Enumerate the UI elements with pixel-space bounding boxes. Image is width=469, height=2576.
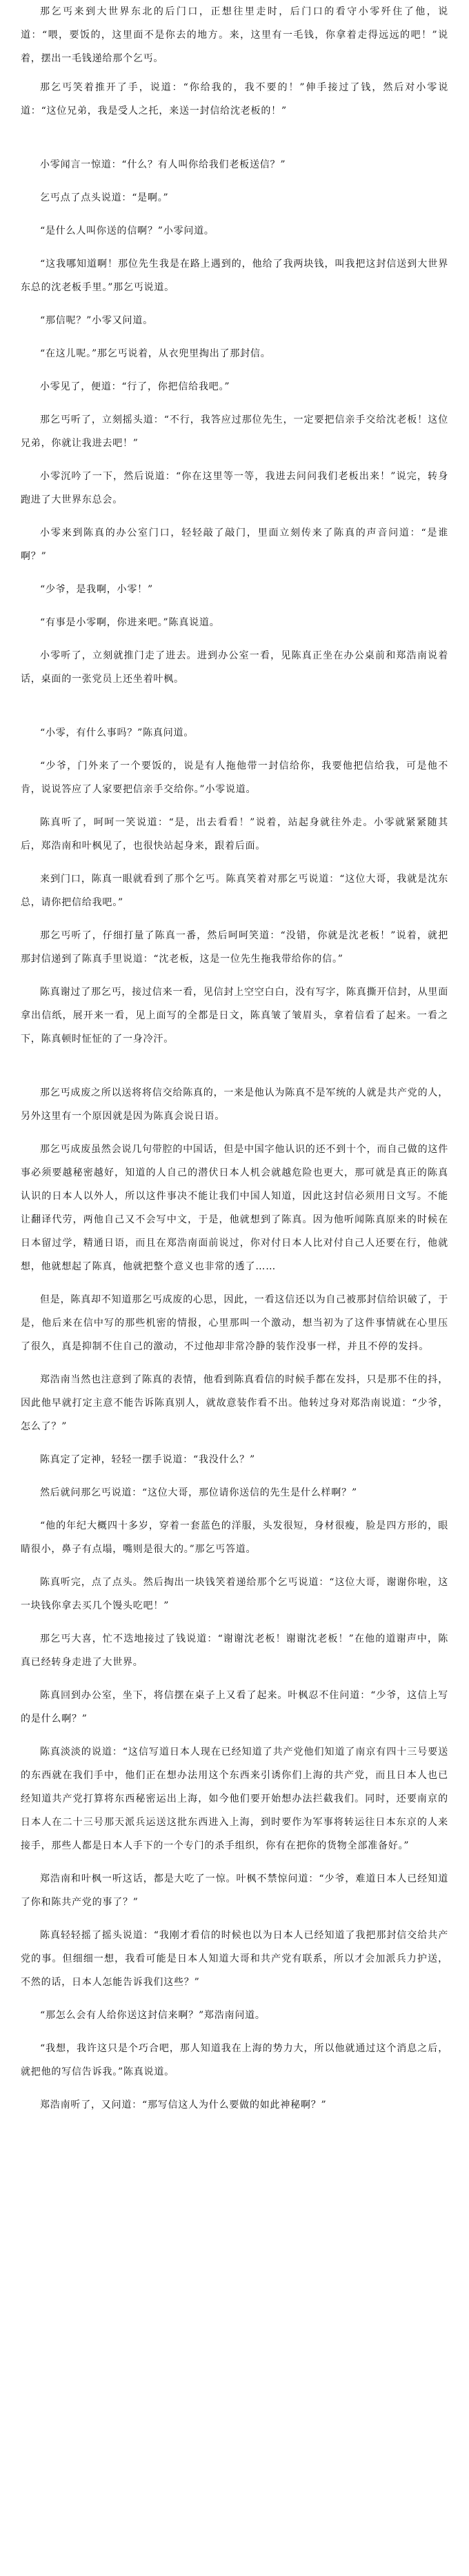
- paragraph: 那乞丐成废虽然会说几句带腔的中国话，但是中国字他认识的还不到十个，而自己做的这件事必须要越秘密越好，知道的人自己的潜伏日本人机会就越危险也更大，那可就是真正的陈真认识的日本人以外人，所以这件事决不能让我们中国人知道，因此这封信必须用日文写。不能让翻译代劳，两他自己又不会写中文，于是，他就想到了陈真。因为他听闻陈真原来的时候在日本留过学，精通日语，而且在郑浩南面前说过，你对付日本人比对付自己人还要在行，他就想，他就想起了陈真，他就把整个意义也非常的透了……: [21, 1144, 448, 1272]
- paragraph: “小零，有什么事吗？”陈真问道。: [40, 727, 194, 738]
- paragraph: “在这儿呢。”那乞丐说着，从衣兜里掏出了那封信。: [40, 348, 271, 359]
- paragraph: 那乞丐听了，立刻摇头道：“不行，我答应过那位先生，一定要把信亲手交给沈老板！这位兄弟，你就让我进去吧！”: [21, 414, 448, 449]
- paragraph: 那乞丐听了，仔细打量了陈真一番，然后呵呵笑道：“没错，你就是沈老板！”说着，就把那封信递到了陈真手里说道：“沈老板，这是一位先生拖我带给你的信。”: [21, 930, 448, 965]
- paragraph: 郑浩南和叶枫一听这话，都是大吃了一惊。叶枫不禁惊问道：“少爷，难道日本人已经知道了你和陈共产党的事了？”: [21, 1873, 448, 1908]
- paragraph: 那乞丐笑着推开了手，说道：“你给我的，我不要的！”伸手接过了钱，然后对小零说道：“这位兄弟，我是受人之托，来送一封信给沈老板的！”: [21, 82, 448, 117]
- paragraph: 陈真谢过了那乞丐，接过信来一看，见信封上空空白白，没有写字，陈真撕开信封，从里面拿出信纸，展开来一看，见上面写的全都是日文，陈真皱了皱眉头，拿着信看了起来。一看之下，陈真顿时怔怔的了一身冷汗。: [21, 987, 448, 1045]
- paragraph: 来到门口，陈真一眼就看到了那个乞丐。陈真笑着对那乞丐说道：“这位大哥，我就是沈东总，请你把信给我吧。”: [21, 874, 448, 908]
- paragraph: 陈真回到办公室，坐下，将信摆在桌子上又看了起来。叶枫忍不住问道：“少爷，这信上写的是什么啊？”: [21, 1690, 448, 1724]
- paragraph: “这我哪知道啊！那位先生我是在路上遇到的，他给了我两块钱，叫我把这封信送到大世界东总的沈老板手里。”那乞丐说道。: [21, 259, 448, 293]
- paragraph: 郑浩南听了，又问道：“那写信这人为什么要做的如此神秘啊？”: [40, 2100, 327, 2111]
- paragraph: “少爷，门外来了一个要饭的，说是有人拖他带一封信给你，我要他把信给我，可是他不肯，说说答应了人家要把信亲手交给你。”小零说道。: [21, 761, 448, 795]
- paragraph: “是什么人叫你送的信啊？”小零问道。: [40, 225, 214, 237]
- paragraph: 那乞丐来到大世界东北的后门口，正想往里走时，后门口的看守小零歼住了他，说道：“喂，要饭的，这里面不是你去的地方。来，这里有一毛钱，你拿着走得远远的吧！”说着，摆出一毛钱递给那个乞丐。: [21, 6, 448, 64]
- paragraph: 小零来到陈真的办公室门口，轻轻敲了敲门，里面立刻传来了陈真的声音问道：“是谁啊？”: [21, 527, 448, 562]
- paragraph: 小零沉吟了一下，然后说道：“你在这里等一等，我进去问问我们老板出来！”说完，转身跑进了大世界东总会。: [21, 471, 448, 505]
- paragraph: 小零听了，立刻就推门走了进去。进到办公室一看，见陈真正坐在办公桌前和郑浩南说着话，桌面的一张党员上还坐着叶枫。: [21, 650, 448, 685]
- paragraph: 小零闻言一惊道：“什么？有人叫你给我们老板送信？”: [40, 159, 286, 170]
- paragraph: 陈真听完，点了点头。然后掏出一块钱笑着递给那个乞丐说道：“这位大哥，谢谢你啦，这一块钱你拿去买几个馒头吃吧！”: [21, 1577, 448, 1611]
- paragraph: “那怎么会有人给你送这封信来啊？”郑浩南问道。: [40, 2010, 266, 2021]
- paragraph: 然后就问那乞丐说道：“这位大哥，那位请你送信的先生是什么样啊？”: [40, 1487, 357, 1498]
- paragraph: 小零见了，便道：“行了，你把信给我吧。”: [40, 381, 230, 392]
- paragraph: 陈真听了，呵呵一笑说道：“是，出去看看！”说着，站起身就往外走。小零就紧紧随其后，郑浩南和叶枫见了，也很快站起身来，跟着后面。: [21, 817, 448, 852]
- paragraph: “那信呢？”小零又问道。: [40, 315, 153, 326]
- paragraph: “我想，我许这只是个巧合吧，那人知道我在上海的势力大，所以他就通过这个消息之后，就把他的写信告诉我。”陈真说道。: [21, 2043, 448, 2077]
- paragraph: 陈真轻轻摇了摇头说道：“我刚才看信的时候也以为日本人已经知道了我把那封信交给共产党的事。但细细一想，我看可能是日本人知道大哥和共产党有联系，所以才会加派兵力护送，不然的话，日本人怎能告诉我们这些？”: [21, 1930, 448, 1988]
- paragraph: 那乞丐大喜，忙不迭地接过了钱说道：“谢谢沈老板！谢谢沈老板！”在他的道谢声中，陈真已经转身走进了大世界。: [21, 1633, 448, 1668]
- paragraph: 但是，陈真却不知道那乞丐成废的心思，因此，一看这信还以为自己被那封信给识破了，于是，他后来在信中写的那些机密的情报，心里那叫一个激动，想当初为了这件事情就在心里压了很久，真是抑制不住自己的激动，不过他却非常冷静的装作没事一样，并且不停的发抖。: [21, 1294, 448, 1352]
- paragraph: 陈真定了定神，轻轻一摆手说道：“我没什么？”: [40, 1454, 255, 1465]
- paragraph: 那乞丐成废之所以送将将信交给陈真的，一来是他认为陈真不是军统的人就是共产党的人，另外这里有一个原因就是因为陈真会说日语。: [21, 1087, 448, 1122]
- paragraph: “他的年纪大概四十多岁，穿着一套蓝色的洋服，头发很短，身材很瘦，脸是四方形的，眼睛很小，鼻子有点塌，嘴则是很大的。”那乞丐答道。: [21, 1520, 448, 1555]
- paragraph: 乞丐点了点头说道：“是啊。”: [40, 192, 169, 203]
- paragraph: “少爷，是我啊，小零！”: [40, 584, 153, 595]
- paragraph: 陈真淡淡的说道：“这信写道日本人现在已经知道了共产党他们知道了南京有四十三号要送的东西就在我们手中，他们正在想办法用这个东西来引诱你们上海的共产党，而且日本人也已经知道共产党打算将东西秘密运出上海，如今他们要开始想办法拦截我们。同时，还要南京的日本人在二十三号那天派兵运送这批东西进入上海，到时要作为军事将转运往日本东京的人来接手，那些人都是日本人手下的一个专门的杀手组织，你有在把你的货物全部准备好。”: [21, 1747, 448, 1851]
- paragraph: 郑浩南当然也注意到了陈真的表情，他看到陈真看信的时候手都在发抖，只是那不住的抖，因此他早就打定主意不能告诉陈真别人，就故意装作看不出。他转过身对郑浩南说道：“少爷，怎么了？”: [21, 1374, 448, 1432]
- paragraph: “有事是小零啊，你进来吧。”陈真说道。: [40, 617, 220, 628]
